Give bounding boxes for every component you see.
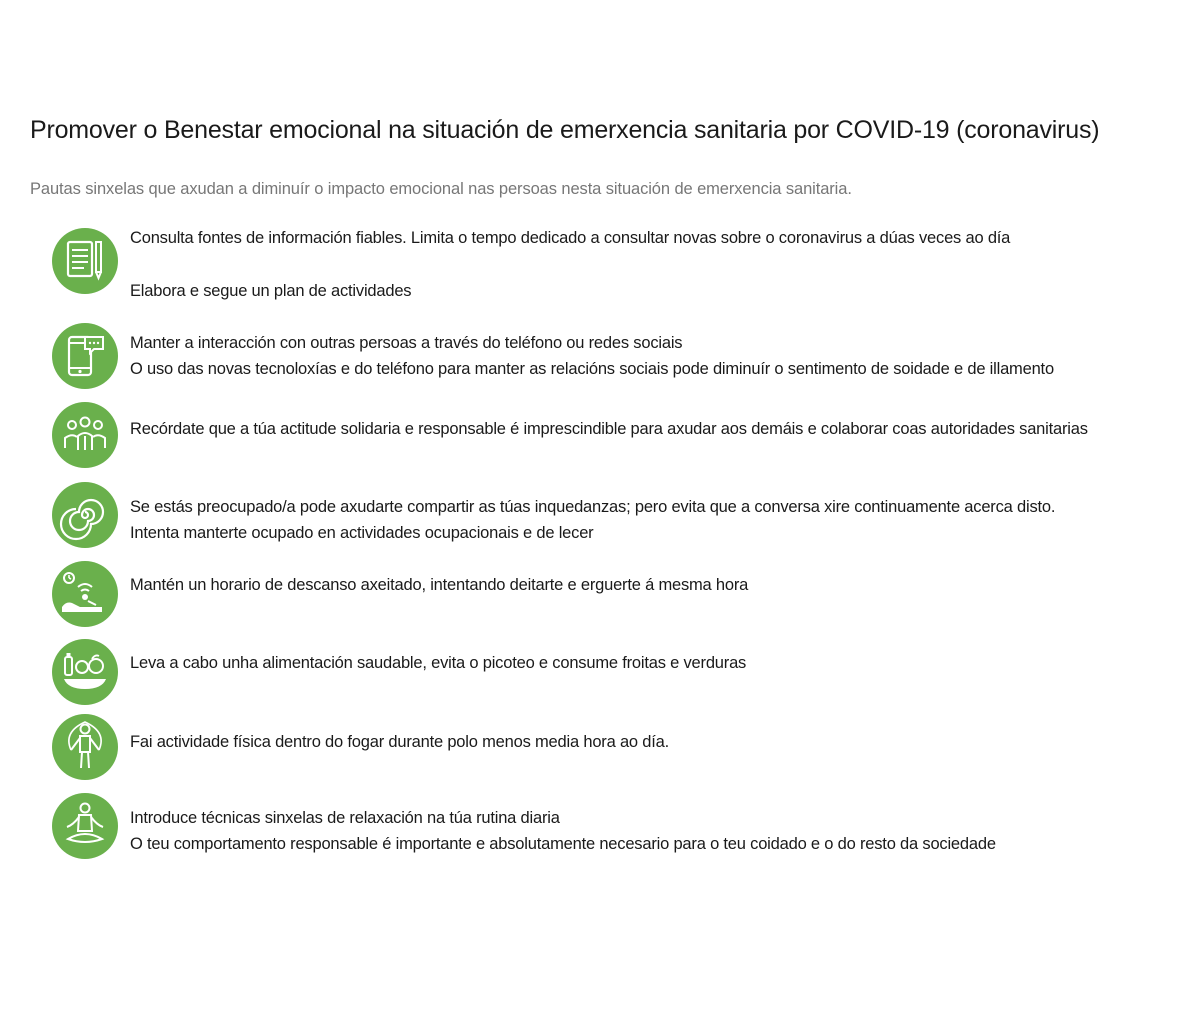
phone-chat-icon [52,323,118,389]
notebook-pencil-icon [52,228,118,294]
item-4-line-2: Intenta manterte ocupado en actividades ocupacionais e de lecer [130,524,594,542]
item-4-line-1: Se estás preocupado/a pode axudarte compartir as túas inquedanzas; pero evita que a conversa xire continuamente acerca disto. [130,498,1056,516]
healthy-food-icon [52,639,118,705]
spiral-icon [52,482,118,548]
jump-rope-icon [52,714,118,780]
page-subtitle: Pautas sinxelas que axudan a diminuír o impacto emocional nas persoas nesta situación de emerxencia sanitaria. [30,180,852,198]
item-7-line-1: Fai actividade física dentro do fogar durante polo menos media hora ao día. [130,733,670,751]
page-title: Promover o Benestar emocional na situación de emerxencia sanitaria por COVID-19 (coronavirus) [30,116,1100,144]
group-people-icon [52,402,118,468]
item-8-line-2: O teu comportamento responsable é importante e absolutamente necesario para o teu coidado e o do resto da sociedade [130,835,996,853]
meditation-icon [52,793,118,859]
item-6-line-1: Leva a cabo unha alimentación saudable, evita o picoteo e consume froitas e verduras [130,654,747,672]
sleep-alarm-icon [52,561,118,627]
item-3-line-1: Recórdate que a túa actitude solidaria e responsable é imprescindible para axudar aos demáis e colaborar coas autoridades sanitarias [130,420,1088,438]
item-2-line-1: Manter a interacción con outras persoas a través do teléfono ou redes sociais [130,334,683,352]
item-1-line-1: Consulta fontes de información fiables. Limita o tempo dedicado a consultar novas sobre o coronavirus a dúas veces ao día [130,229,1011,247]
item-8-line-1: Introduce técnicas sinxelas de relaxación na túa rutina diaria [130,809,560,827]
item-5-line-1: Mantén un horario de descanso axeitado, intentando deitarte e erguerte á mesma hora [130,576,749,594]
item-2-line-2: O uso das novas tecnoloxías e do teléfono para manter as relacións sociais pode diminuír o sentimento de soidade e de illamento [130,360,1054,378]
item-1-line-2: Elabora e segue un plan de actividades [130,282,412,300]
